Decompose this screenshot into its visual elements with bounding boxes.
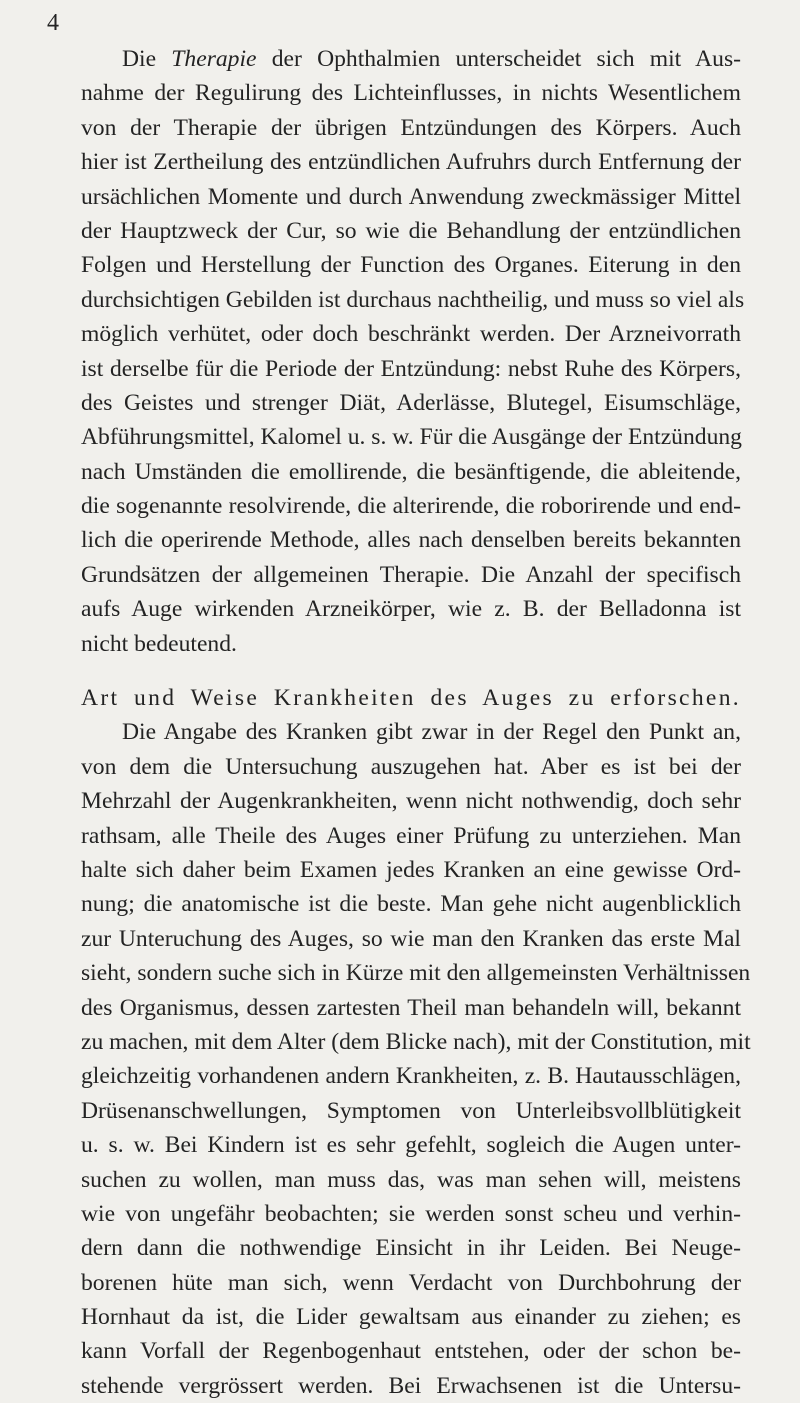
text-line: von der Therapie der übrigen Entzündungen des Körpers. Auch (81, 114, 741, 141)
emphasized-word: Therapie (171, 46, 257, 72)
text-line: des Geistes und strenger Diät, Aderlässe, Blutegel, Eisumschläge, (81, 389, 741, 416)
paragraph-therapy (81, 42, 745, 661)
text-line: der Hauptzweck der Cur, so wie die Behandlung der entzündlichen (81, 217, 741, 244)
text-line: Grundsätzen der allgemeinen Therapie. Die Anzahl der specifisch (81, 561, 741, 588)
text-line: wie von ungefähr beobachten; sie werden sonst scheu und verhin- (81, 1200, 741, 1227)
text-line: durchsichtigen Gebilden ist durchaus nachtheilig, und muss so viel als (81, 286, 745, 313)
text-line: des Organismus, dessen zartesten Theil man behandeln will, bekannt (81, 994, 741, 1021)
text-line: nach Umständen die emollirende, die besänftigende, die ableitende, (81, 458, 741, 485)
text-line: aufs Auge wirkenden Arzneikörper, wie z. B. der Belladonna ist (81, 596, 741, 623)
paragraph-examination (81, 715, 751, 1403)
text-line: zur Unteruchung des Auges, so wie man den Kranken das erste Mal (81, 925, 741, 952)
text-line: nung; die anatomische ist die beste. Man gehe nicht augenblicklich (81, 891, 741, 918)
text-line: Die Therapie der Ophthalmien unterscheidet sich mit Aus- (122, 46, 741, 72)
section-heading: Art und Weise Krankheiten des Auges zu erforschen. (81, 685, 741, 712)
text-line: ursächlichen Momente und durch Anwendung zweckmässiger Mittel (81, 183, 741, 210)
text-line: Abführungsmittel, Kalomel u. s. w. Für die Ausgänge der Entzündung (81, 424, 742, 451)
text-line: rathsam, alle Theile des Auges einer Prüfung zu unterziehen. Man (81, 822, 741, 849)
text-line: stehende vergrössert werden. Bei Erwachsenen ist die Untersu- (81, 1372, 741, 1399)
text-line: Die Angabe des Kranken gibt zwar in der Regel den Punkt an, (122, 719, 741, 746)
text-line: die sogenannte resolvirende, die alterirende, die roborirende und end- (81, 493, 741, 520)
text-line: gleichzeitig vorhandenen andern Krankheiten, z. B. Hautausschlägen, (81, 1063, 741, 1090)
text-line: lich die operirende Methode, alles nach denselben bereits bekannten (81, 527, 741, 554)
text-line: möglich verhütet, oder doch beschränkt werden. Der Arzneivorrath (81, 321, 741, 348)
text-line: nahme der Regulirung des Lichteinflusses, in nichts Wesentlichem (81, 80, 741, 107)
text-line: Drüsenanschwellungen, Symptomen von Unterleibsvollblütigkeit (81, 1097, 741, 1124)
text-line: Folgen und Herstellung der Function des Organes. Eiterung in den (81, 252, 741, 279)
text-line: kann Vorfall der Regenbogenhaut entstehen, oder der schon be- (81, 1338, 741, 1365)
text-line: u. s. w. Bei Kindern ist es sehr gefehlt, sogleich die Augen unter- (81, 1132, 741, 1159)
text-line: hier ist Zertheilung des entzündlichen Aufruhrs durch Entfernung der (81, 149, 741, 176)
text-block (81, 42, 751, 1403)
text-line: zu machen, mit dem Alter (dem Blicke nach), mit der Constitution, mit (81, 1028, 751, 1055)
text-line: Mehrzahl der Augenkrankheiten, wenn nicht nothwendig, doch sehr (81, 788, 741, 815)
text-line: von dem die Untersuchung auszugehen hat. Aber es ist bei der (81, 753, 741, 780)
text-line: halte sich daher beim Examen jedes Kranken an eine gewisse Ord- (81, 856, 741, 883)
text-line: sieht, sondern suche sich in Kürze mit den allgemeinsten Verhältnissen (81, 960, 751, 987)
text-line: ist derselbe für die Periode der Entzündung: nebst Ruhe des Körpers, (81, 355, 741, 382)
text-line: nicht bedeutend. (81, 630, 237, 657)
text-line: suchen zu wollen, man muss das, was man sehen will, meistens (81, 1166, 741, 1193)
page-number: 4 (47, 10, 59, 36)
text-line: dern dann die nothwendige Einsicht in ihr Leiden. Bei Neuge- (81, 1235, 741, 1262)
text-line: borenen hüte man sich, wenn Verdacht von Durchbohrung der (81, 1269, 741, 1296)
text-line: Hornhaut da ist, die Lider gewaltsam aus einander zu ziehen; es (81, 1304, 741, 1331)
